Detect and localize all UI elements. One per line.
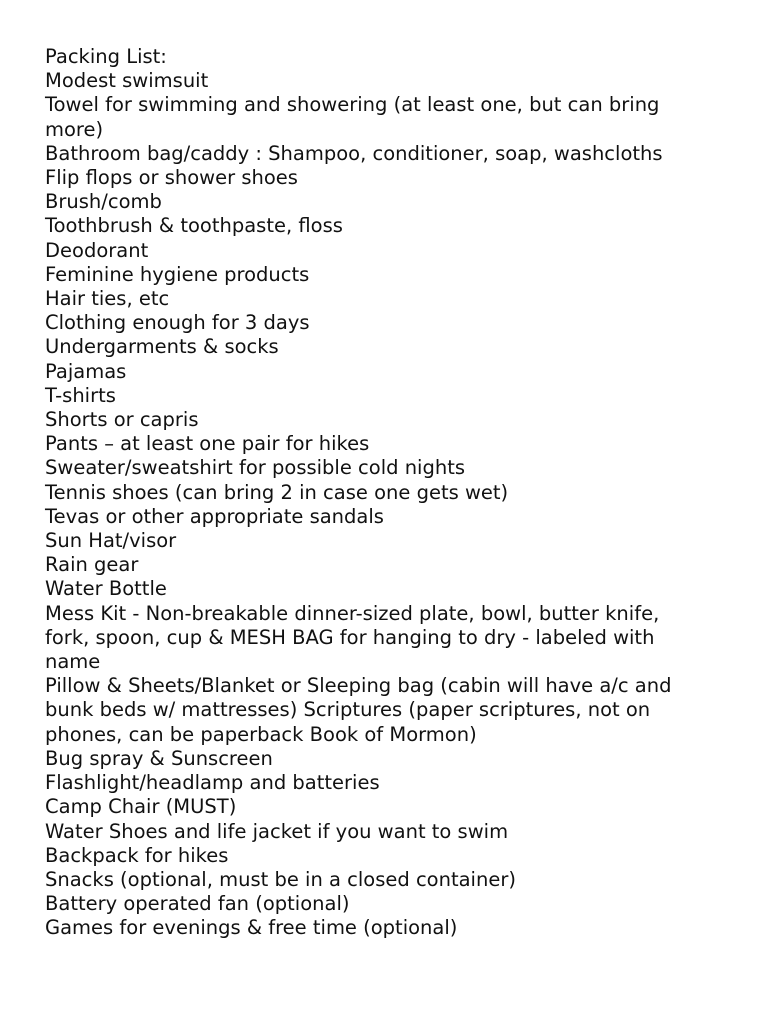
- list-item: Pillow & Sheets/Blanket or Sleeping bag (cabin will have a/c and bunk beds w/ mattresses) Scriptures (paper scriptures, not on phones, can be paperback Book of Mormon): [45, 674, 672, 746]
- document-page: [45, 45, 705, 941]
- list-item: Sweater/sweatshirt for possible cold nights: [45, 456, 466, 480]
- list-item: Pajamas: [45, 359, 127, 383]
- list-item: Mess Kit - Non-breakable dinner-sized plate, bowl, butter knife, fork, spoon, cup & MESH BAG for hanging to dry - labeled with name: [45, 601, 660, 674]
- list-item: Towel for swimming and showering (at least one, but can bring more): [45, 93, 660, 141]
- list-item: Clothing enough for 3 days: [45, 311, 310, 335]
- list-item: Undergarments & socks: [45, 335, 279, 359]
- list-item: Tennis shoes (can bring 2 in case one gets wet): [45, 480, 509, 504]
- list-item: Bug spray & Sunscreen: [45, 746, 273, 770]
- list-item: Pants – at least one pair for hikes: [45, 432, 370, 456]
- list-item: Toothbrush & toothpaste, floss: [45, 214, 343, 238]
- list-item: Flashlight/headlamp and batteries: [45, 771, 380, 795]
- list-item: Feminine hygiene products: [45, 262, 310, 286]
- list-item: Sun Hat/visor: [45, 529, 177, 553]
- list-item: Modest swimsuit: [45, 69, 209, 93]
- list-item: Games for evenings & free time (optional): [45, 916, 458, 940]
- list-item: Water Shoes and life jacket if you want to swim: [45, 819, 509, 843]
- packing-list-title: Packing List:: [45, 45, 167, 68]
- list-item: Brush/comb: [45, 190, 162, 214]
- list-item: Shorts or capris: [45, 408, 199, 432]
- list-item: Deodorant: [45, 238, 149, 262]
- list-item: Rain gear: [45, 553, 139, 577]
- list-item: Tevas or other appropriate sandals: [45, 504, 384, 528]
- list-item: Battery operated fan (optional): [45, 892, 350, 916]
- list-item: T-shirts: [45, 383, 116, 407]
- list-item: Camp Chair (MUST): [45, 795, 237, 819]
- list-item: Backpack for hikes: [45, 843, 229, 867]
- list-item: Snacks (optional, must be in a closed container): [45, 867, 516, 891]
- list-item: Flip flops or shower shoes: [45, 166, 298, 190]
- list-item: Hair ties, etc: [45, 287, 170, 311]
- list-item: Water Bottle: [45, 577, 167, 601]
- list-item: Bathroom bag/caddy : Shampoo, conditioner, soap, washcloths: [45, 141, 663, 165]
